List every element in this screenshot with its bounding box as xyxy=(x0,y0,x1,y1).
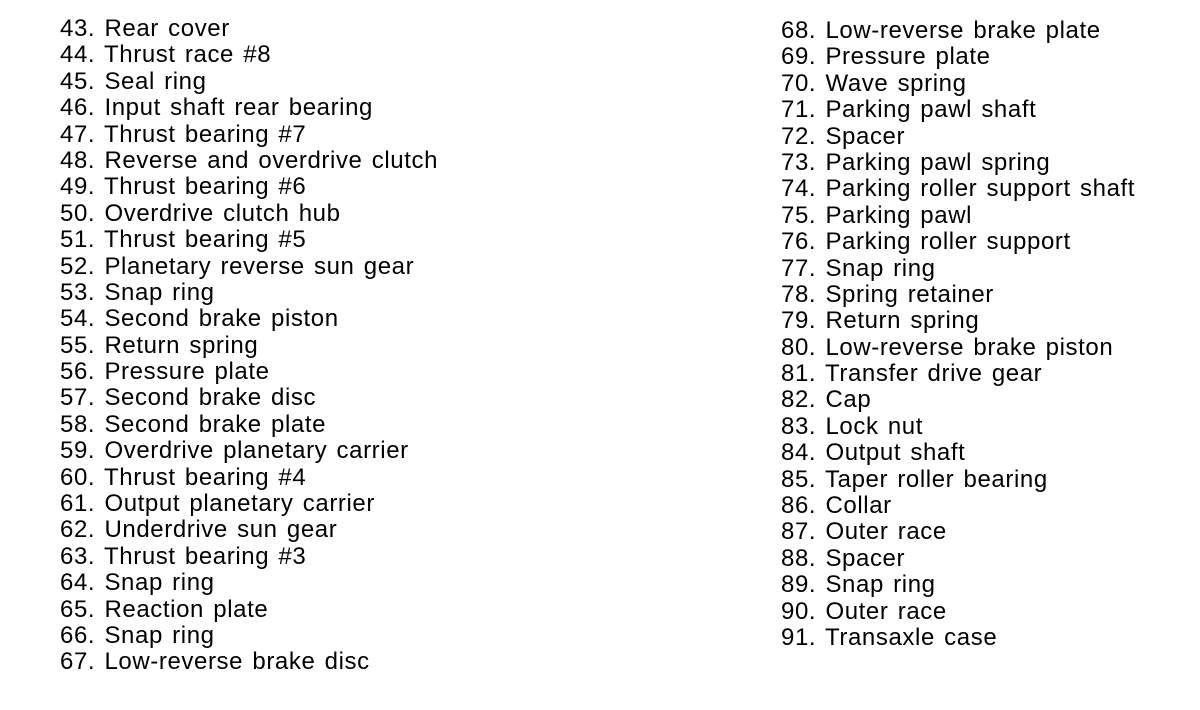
part-name: Seal ring xyxy=(104,67,207,95)
part-name: Second brake disc xyxy=(104,384,317,412)
part-number: 50. xyxy=(60,199,96,227)
part-number: 91. xyxy=(781,623,817,651)
part-number: 55. xyxy=(60,331,96,359)
parts-list-item xyxy=(781,414,1135,440)
part-name: Low-reverse brake plate xyxy=(825,17,1101,44)
part-name: Output shaft xyxy=(825,439,966,467)
parts-list-item xyxy=(781,572,1135,598)
parts-list-item xyxy=(781,150,1135,176)
parts-list-item xyxy=(781,18,1135,44)
part-number: 73. xyxy=(781,148,817,176)
part-number: 56. xyxy=(60,358,96,386)
part-name: Thrust bearing #7 xyxy=(104,120,307,148)
part-name: Parking roller support shaft xyxy=(825,175,1136,203)
parts-list-right-column xyxy=(781,18,1135,651)
part-number: 77. xyxy=(781,254,817,282)
part-name: Second brake piston xyxy=(104,305,339,333)
parts-list-item xyxy=(60,544,438,570)
parts-list-item xyxy=(781,282,1135,308)
parts-list-item xyxy=(781,625,1135,651)
part-number: 54. xyxy=(60,305,96,333)
parts-list-item xyxy=(60,517,438,543)
part-number: 49. xyxy=(60,173,96,201)
parts-list-item xyxy=(781,71,1135,97)
part-name: Outer race xyxy=(825,597,947,625)
part-number: 64. xyxy=(60,569,96,597)
parts-list-left-column xyxy=(60,16,438,676)
part-number: 60. xyxy=(60,463,96,491)
part-number: 75. xyxy=(781,201,817,229)
part-number: 43. xyxy=(60,15,96,42)
parts-list-item xyxy=(781,256,1135,282)
part-number: 87. xyxy=(781,518,817,546)
part-name: Snap ring xyxy=(825,254,936,282)
parts-list-item xyxy=(60,95,438,121)
part-number: 59. xyxy=(60,437,96,465)
part-name: Overdrive clutch hub xyxy=(104,199,341,227)
part-name: Overdrive planetary carrier xyxy=(104,437,409,465)
part-number: 74. xyxy=(781,175,817,203)
part-name: Rear cover xyxy=(104,15,230,42)
part-number: 65. xyxy=(60,595,96,623)
part-name: Thrust bearing #3 xyxy=(104,542,307,570)
parts-list-item xyxy=(60,69,438,95)
part-name: Reaction plate xyxy=(104,595,269,623)
part-name: Output planetary carrier xyxy=(104,490,375,518)
parts-list-item xyxy=(60,385,438,411)
part-name: Parking pawl shaft xyxy=(825,96,1037,124)
parts-list-item xyxy=(781,335,1135,361)
part-name: Cap xyxy=(825,386,872,414)
parts-list-item xyxy=(781,493,1135,519)
parts-list-item xyxy=(781,176,1135,202)
parts-list-item xyxy=(781,387,1135,413)
parts-list-item xyxy=(60,438,438,464)
part-name: Taper roller bearing xyxy=(825,465,1048,493)
part-number: 82. xyxy=(781,386,817,414)
part-number: 86. xyxy=(781,492,817,520)
parts-list-item xyxy=(60,359,438,385)
part-number: 67. xyxy=(60,648,96,676)
part-number: 46. xyxy=(60,94,96,122)
part-name: Snap ring xyxy=(825,571,936,599)
parts-list-item xyxy=(60,201,438,227)
part-number: 88. xyxy=(781,544,817,572)
part-number: 63. xyxy=(60,542,96,570)
parts-list-item xyxy=(60,465,438,491)
part-name: Pressure plate xyxy=(104,358,270,386)
part-name: Lock nut xyxy=(825,412,923,440)
parts-list-item xyxy=(60,254,438,280)
part-name: Input shaft rear bearing xyxy=(104,94,374,122)
part-name: Spring retainer xyxy=(825,280,994,308)
part-number: 72. xyxy=(781,122,817,150)
part-name: Spacer xyxy=(825,122,906,150)
part-number: 81. xyxy=(781,360,817,388)
part-name: Transaxle case xyxy=(825,623,998,651)
parts-list-item xyxy=(781,361,1135,387)
part-name: Pressure plate xyxy=(825,43,991,71)
part-name: Snap ring xyxy=(104,621,215,649)
part-name: Underdrive sun gear xyxy=(104,516,338,544)
parts-list-item xyxy=(781,124,1135,150)
part-name: Parking pawl spring xyxy=(825,148,1051,176)
parts-list-item xyxy=(60,412,438,438)
part-name: Reverse and overdrive clutch xyxy=(104,146,439,174)
part-name: Collar xyxy=(825,492,892,520)
part-number: 78. xyxy=(781,280,817,308)
parts-list-item xyxy=(60,333,438,359)
part-name: Thrust bearing #4 xyxy=(104,463,307,491)
parts-list-item xyxy=(60,42,438,68)
parts-list-item xyxy=(60,148,438,174)
part-number: 57. xyxy=(60,384,96,412)
part-name: Outer race xyxy=(825,518,947,546)
part-number: 61. xyxy=(60,490,96,518)
part-number: 68. xyxy=(781,17,817,44)
parts-list-item xyxy=(60,649,438,675)
part-number: 89. xyxy=(781,571,817,599)
parts-list-item xyxy=(60,122,438,148)
part-number: 47. xyxy=(60,120,96,148)
part-number: 51. xyxy=(60,226,96,254)
part-name: Parking pawl xyxy=(825,201,973,229)
parts-list-item xyxy=(60,227,438,253)
part-number: 48. xyxy=(60,146,96,174)
part-name: Planetary reverse sun gear xyxy=(104,252,415,280)
parts-list-item xyxy=(60,306,438,332)
parts-list-item xyxy=(60,597,438,623)
part-number: 70. xyxy=(781,69,817,97)
part-number: 85. xyxy=(781,465,817,493)
part-number: 76. xyxy=(781,228,817,256)
part-number: 80. xyxy=(781,333,817,361)
parts-list-item xyxy=(60,16,438,42)
part-number: 84. xyxy=(781,439,817,467)
part-number: 44. xyxy=(60,41,96,69)
parts-list-item xyxy=(781,229,1135,255)
part-name: Return spring xyxy=(825,307,980,335)
part-name: Low-reverse brake piston xyxy=(825,333,1114,361)
part-number: 66. xyxy=(60,621,96,649)
part-name: Spacer xyxy=(825,544,906,572)
part-number: 45. xyxy=(60,67,96,95)
parts-list-item xyxy=(60,174,438,200)
part-name: Low-reverse brake disc xyxy=(104,648,370,676)
parts-list-item xyxy=(781,308,1135,334)
part-number: 69. xyxy=(781,43,817,71)
part-name: Parking roller support xyxy=(825,228,1071,256)
parts-list-item xyxy=(781,203,1135,229)
part-number: 62. xyxy=(60,516,96,544)
parts-list-item xyxy=(60,623,438,649)
part-number: 90. xyxy=(781,597,817,625)
part-number: 71. xyxy=(781,96,817,124)
parts-list-item xyxy=(60,491,438,517)
parts-list-item xyxy=(781,519,1135,545)
part-name: Second brake plate xyxy=(104,410,327,438)
parts-list-item xyxy=(781,97,1135,123)
part-name: Snap ring xyxy=(104,278,215,306)
part-number: 53. xyxy=(60,278,96,306)
part-name: Transfer drive gear xyxy=(825,360,1043,388)
part-number: 58. xyxy=(60,410,96,438)
parts-list-item xyxy=(781,467,1135,493)
parts-list-item xyxy=(60,570,438,596)
part-name: Thrust bearing #5 xyxy=(104,226,307,254)
part-name: Thrust race #8 xyxy=(104,41,272,69)
part-name: Snap ring xyxy=(104,569,215,597)
part-name: Wave spring xyxy=(825,69,967,97)
parts-list-item xyxy=(60,280,438,306)
parts-list-item xyxy=(781,599,1135,625)
part-number: 79. xyxy=(781,307,817,335)
part-number: 52. xyxy=(60,252,96,280)
part-name: Thrust bearing #6 xyxy=(104,173,307,201)
parts-list-item xyxy=(781,44,1135,70)
part-name: Return spring xyxy=(104,331,259,359)
parts-list-item xyxy=(781,546,1135,572)
parts-list-item xyxy=(781,440,1135,466)
part-number: 83. xyxy=(781,412,817,440)
